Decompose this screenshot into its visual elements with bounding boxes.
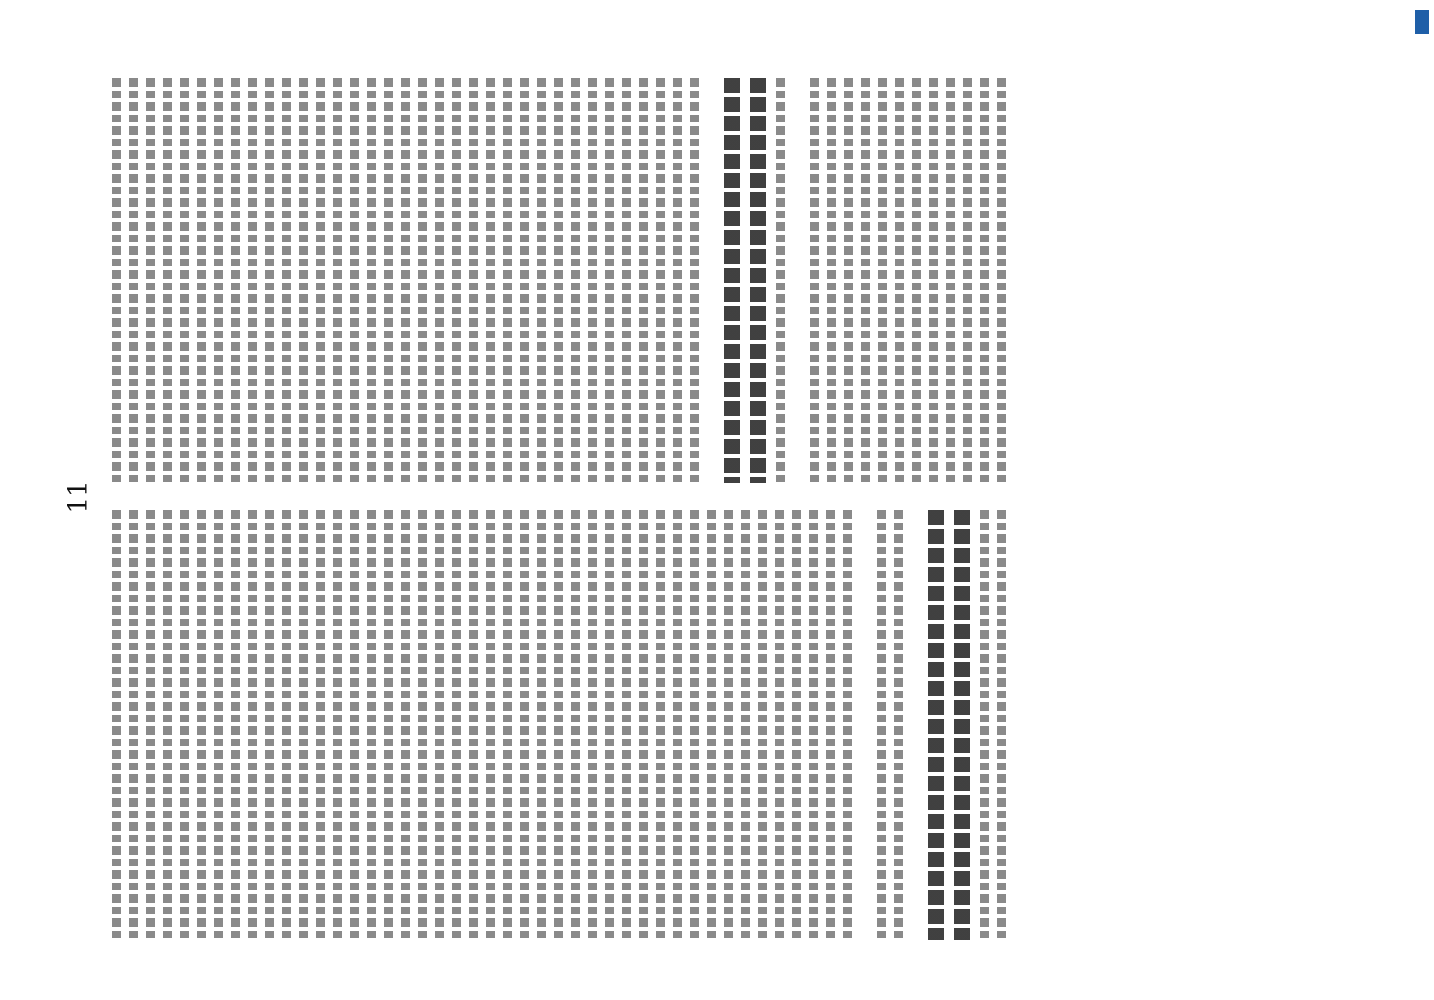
text-line: [163, 78, 172, 483]
text-line: [980, 510, 989, 940]
page-number: 11: [63, 480, 94, 514]
text-line: [793, 78, 802, 483]
text-line: [605, 78, 614, 483]
text-line: [537, 510, 546, 940]
text-line: [775, 510, 784, 940]
text-line: [146, 78, 155, 483]
left-text-column: [112, 510, 1262, 940]
text-line: [826, 510, 835, 940]
text-line: [265, 510, 274, 940]
text-line: [367, 510, 376, 940]
text-line: [248, 510, 257, 940]
text-line: [435, 510, 444, 940]
text-line: [588, 510, 597, 940]
text-line: [622, 78, 631, 483]
text-line: [384, 510, 393, 940]
text-line: [554, 78, 563, 483]
text-line: [469, 510, 478, 940]
text-line: [282, 510, 291, 940]
text-line: [299, 510, 308, 940]
text-line: [707, 78, 716, 483]
text-line: [197, 78, 206, 483]
text-line: [146, 510, 155, 940]
text-line: [418, 510, 427, 940]
text-line: [197, 510, 206, 940]
text-line: [435, 78, 444, 483]
text-line: [129, 78, 138, 483]
section-heading-line: [954, 510, 970, 940]
text-line: [656, 78, 665, 483]
text-line: [214, 78, 223, 483]
text-line: [980, 78, 989, 483]
text-line: [929, 78, 938, 483]
text-line: [673, 78, 682, 483]
text-line: [741, 510, 750, 940]
text-line: [894, 510, 903, 940]
text-line: [690, 510, 699, 940]
text-line: [163, 510, 172, 940]
text-line: [912, 78, 921, 483]
text-line: [452, 510, 461, 940]
text-line: [963, 78, 972, 483]
text-line: [452, 78, 461, 483]
section-heading-line: [724, 78, 740, 483]
text-line: [231, 510, 240, 940]
text-line: [997, 510, 1006, 940]
text-line: [333, 510, 342, 940]
right-text-column: [112, 78, 1262, 483]
text-line: [605, 510, 614, 940]
text-line: [895, 78, 904, 483]
text-line: [860, 510, 869, 940]
text-line: [622, 510, 631, 940]
text-line: [180, 510, 189, 940]
text-line: [248, 78, 257, 483]
text-line: [639, 510, 648, 940]
text-line: [503, 510, 512, 940]
digitization-caption: [1412, 10, 1428, 990]
text-line: [843, 510, 852, 940]
text-line: [418, 78, 427, 483]
text-line: [112, 510, 121, 940]
text-line: [844, 78, 853, 483]
text-line: [588, 78, 597, 483]
text-line: [877, 510, 886, 940]
text-line: [316, 78, 325, 483]
text-line: [554, 510, 563, 940]
section-heading-line: [750, 78, 766, 483]
text-line: [231, 78, 240, 483]
text-line: [265, 78, 274, 483]
text-line: [214, 510, 223, 940]
text-line: [571, 78, 580, 483]
text-line: [861, 78, 870, 483]
text-line: [316, 510, 325, 940]
text-line: [503, 78, 512, 483]
text-line: [809, 510, 818, 940]
text-line: [997, 78, 1006, 483]
text-line: [469, 78, 478, 483]
text-line: [724, 510, 733, 940]
text-line: [401, 510, 410, 940]
text-line: [776, 78, 785, 483]
text-line: [758, 510, 767, 940]
text-line: [299, 78, 308, 483]
text-line: [401, 78, 410, 483]
text-line: [367, 78, 376, 483]
text-line: [333, 78, 342, 483]
text-line: [827, 78, 836, 483]
text-line: [520, 78, 529, 483]
text-line: [384, 78, 393, 483]
text-line: [486, 510, 495, 940]
text-line: [656, 510, 665, 940]
text-line: [571, 510, 580, 940]
text-line: [486, 78, 495, 483]
text-line: [690, 78, 699, 483]
text-line: [520, 510, 529, 940]
text-line: [350, 510, 359, 940]
text-line: [639, 78, 648, 483]
section-heading-line: [928, 510, 944, 940]
text-line: [180, 78, 189, 483]
text-line: [946, 78, 955, 483]
text-line: [792, 510, 801, 940]
text-line: [878, 78, 887, 483]
text-line: [129, 510, 138, 940]
text-line: [350, 78, 359, 483]
text-line: [673, 510, 682, 940]
text-line: [707, 510, 716, 940]
text-line: [537, 78, 546, 483]
text-line: [112, 78, 121, 483]
text-line: [911, 510, 920, 940]
text-line: [282, 78, 291, 483]
text-line: [810, 78, 819, 483]
